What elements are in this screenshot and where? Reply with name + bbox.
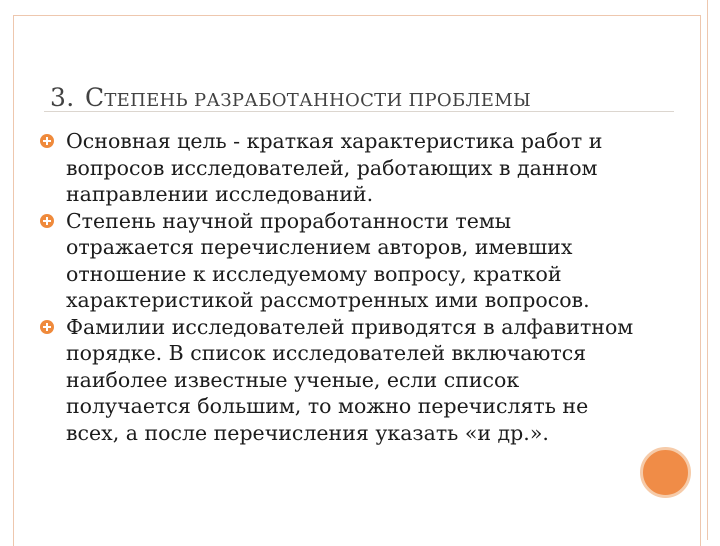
decorative-circle (640, 447, 691, 498)
plus-circle-icon (40, 320, 54, 334)
title-rest: ТЕПЕНЬ РАЗРАБОТАННОСТИ ПРОБЛЕМЫ (104, 90, 531, 111)
bullet-item (40, 208, 640, 314)
plus-circle-icon (40, 134, 54, 148)
bullet-item (40, 128, 640, 208)
bullet-text: Основная цель - краткая характеристика работ и вопросов исследователей, работающих в данном направлении исследований. (66, 129, 603, 206)
title-number: 3. (50, 83, 75, 112)
slide-title (50, 76, 670, 114)
title-first-letter: С (84, 83, 105, 112)
slide-edge-line (707, 0, 708, 540)
plus-circle-icon (40, 214, 54, 228)
bullet-text: Фамилии исследователей приводятся в алфавитном порядке. В список исследователей включаются наиболее известные ученые, если список получается большим, то можно перечислять не всех, а после перечисления указать «и др.». (66, 314, 634, 445)
bullet-item (40, 314, 640, 447)
title-divider (44, 111, 674, 112)
bullet-text: Степень научной проработанности темы отражается перечислением авторов, имевших отношение к исследуемому вопросу, краткой характеристикой рассмотренных ими вопросов. (66, 208, 590, 312)
bullet-list (40, 128, 640, 446)
